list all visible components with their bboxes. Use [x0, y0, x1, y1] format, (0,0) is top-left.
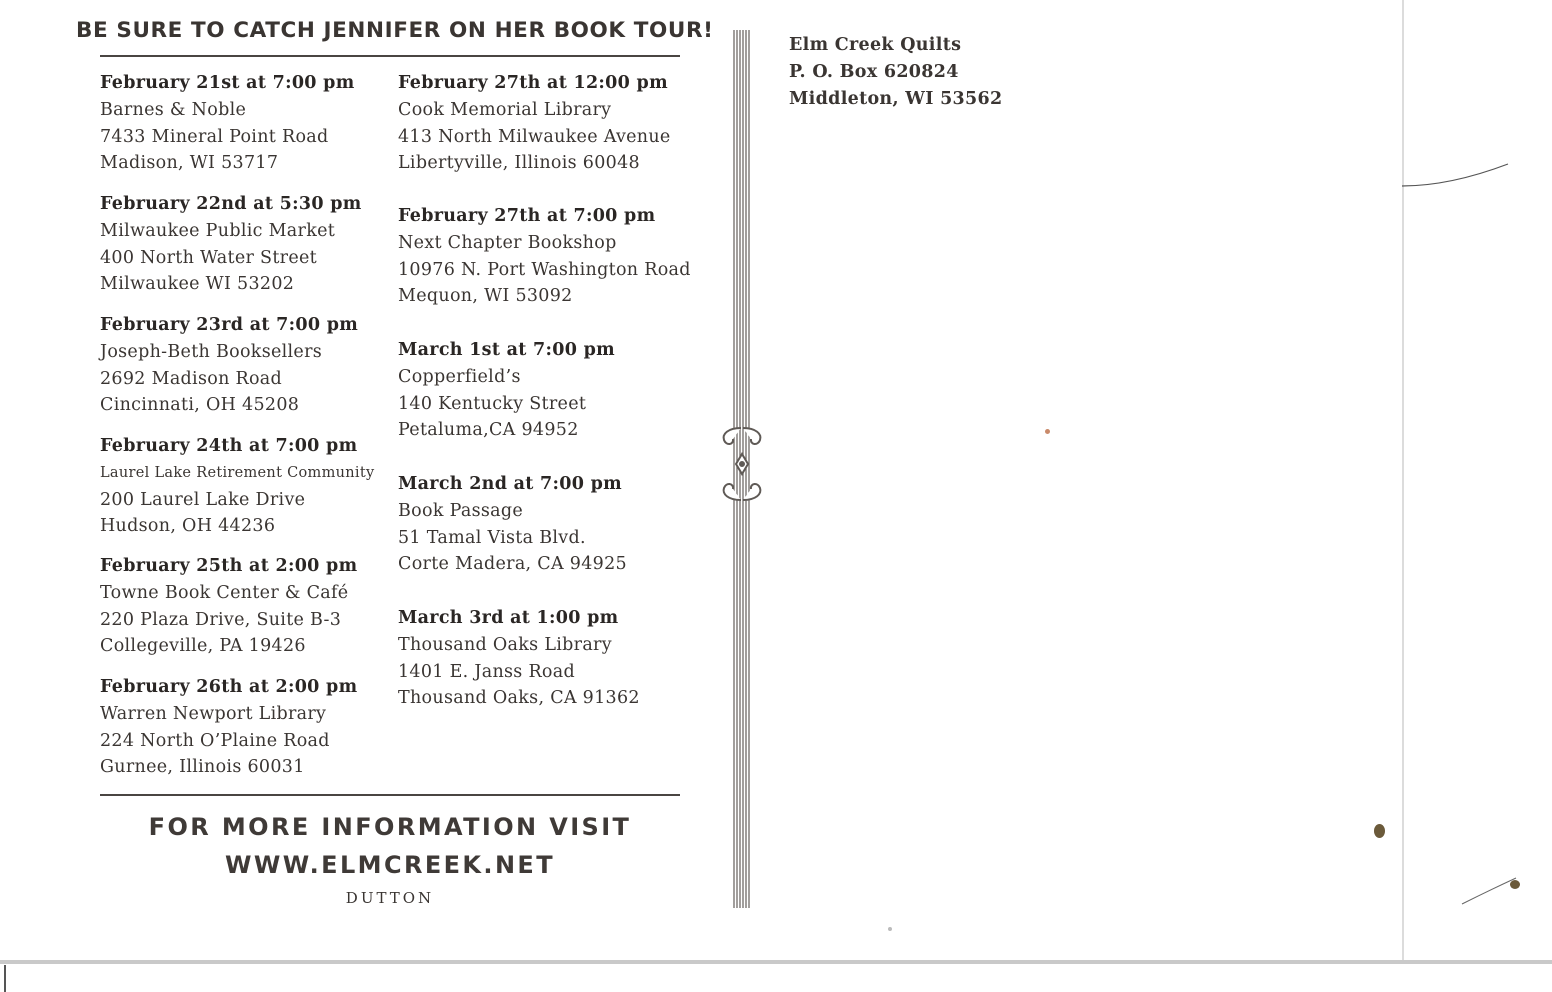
event-entry — [100, 674, 400, 781]
event-venue: Laurel Lake Retirement Community — [100, 464, 375, 481]
ornamental-divider — [718, 30, 766, 908]
event-venue: Copperfield’s — [398, 366, 521, 387]
event-city: Collegeville, PA 19426 — [100, 636, 306, 657]
event-street: 224 North O’Plaine Road — [100, 730, 330, 751]
event-street: 220 Plaza Drive, Suite B-3 — [100, 609, 342, 630]
event-street: 400 North Water Street — [100, 247, 317, 268]
paper-speck — [1510, 880, 1520, 889]
event-date: February 21st at 7:00 pm — [100, 73, 355, 93]
event-street: 413 North Milwaukee Avenue — [398, 126, 671, 147]
address-line: Middleton, WI 53562 — [789, 89, 1003, 109]
event-venue: Next Chapter Bookshop — [398, 232, 617, 253]
event-date: February 26th at 2:00 pm — [100, 677, 358, 697]
event-date: February 22nd at 5:30 pm — [100, 194, 362, 214]
event-city: Gurnee, Illinois 60031 — [100, 757, 305, 778]
event-street: 200 Laurel Lake Drive — [100, 489, 306, 510]
event-city: Madison, WI 53717 — [100, 153, 279, 174]
event-date: March 2nd at 7:00 pm — [398, 474, 622, 494]
scan-crease-line — [1400, 150, 1510, 210]
paper-speck — [888, 927, 892, 931]
event-street: 2692 Madison Road — [100, 368, 283, 389]
event-street: 1401 E. Janss Road — [398, 661, 575, 682]
event-entry — [398, 203, 698, 310]
event-entry — [398, 337, 698, 444]
event-city: Corte Madera, CA 94925 — [398, 554, 627, 575]
more-info-block — [100, 808, 680, 884]
event-date: February 24th at 7:00 pm — [100, 436, 358, 456]
card-edge-right — [1402, 0, 1404, 960]
event-entry — [398, 471, 698, 578]
event-city: Hudson, OH 44236 — [100, 516, 276, 537]
website-url: WWW.ELMCREEK.NET — [225, 851, 555, 879]
more-info-text: FOR MORE INFORMATION VISIT — [148, 813, 632, 841]
publisher-name: DUTTON — [345, 889, 435, 907]
event-venue: Cook Memorial Library — [398, 99, 612, 120]
event-venue: Barnes & Noble — [100, 99, 247, 120]
bottom-rule — [100, 794, 680, 796]
event-entry — [100, 433, 400, 540]
event-city: Milwaukee WI 53202 — [100, 274, 295, 295]
event-city: Thousand Oaks, CA 91362 — [398, 688, 640, 709]
event-date: March 3rd at 1:00 pm — [398, 608, 619, 628]
event-city: Mequon, WI 53092 — [398, 286, 573, 307]
event-entry — [398, 605, 698, 712]
event-venue: Joseph-Beth Booksellers — [100, 341, 323, 362]
address-line: P. O. Box 620824 — [789, 62, 959, 82]
event-entry — [398, 70, 698, 177]
event-street: 7433 Mineral Point Road — [100, 126, 329, 147]
card-edge-left — [4, 965, 6, 992]
event-street: 140 Kentucky Street — [398, 393, 587, 414]
event-venue: Warren Newport Library — [100, 703, 327, 724]
event-date: February 23rd at 7:00 pm — [100, 315, 359, 335]
event-street: 10976 N. Port Washington Road — [398, 259, 691, 280]
event-entry — [100, 191, 400, 298]
event-venue: Towne Book Center & Café — [100, 582, 349, 603]
event-city: Cincinnati, OH 45208 — [100, 395, 300, 416]
tour-heading: BE SURE TO CATCH JENNIFER ON HER BOOK TOUR! — [76, 18, 714, 43]
event-date: February 25th at 2:00 pm — [100, 556, 358, 576]
paper-speck — [1374, 824, 1385, 838]
event-venue: Book Passage — [398, 500, 524, 521]
event-venue: Thousand Oaks Library — [398, 634, 612, 655]
event-venue: Milwaukee Public Market — [100, 220, 336, 241]
address-line: Elm Creek Quilts — [789, 35, 962, 55]
top-rule — [100, 55, 680, 57]
event-entry — [100, 312, 400, 419]
event-city: Libertyville, Illinois 60048 — [398, 153, 640, 174]
event-entry — [100, 70, 400, 177]
return-address — [789, 32, 1002, 113]
event-date: February 27th at 12:00 pm — [398, 73, 668, 93]
event-date: March 1st at 7:00 pm — [398, 340, 615, 360]
event-street: 51 Tamal Vista Blvd. — [398, 527, 586, 548]
paper-speck — [1045, 429, 1050, 434]
event-city: Petaluma,CA 94952 — [398, 420, 579, 441]
event-entry — [100, 553, 400, 660]
card-edge-bottom — [0, 960, 1552, 964]
event-date: February 27th at 7:00 pm — [398, 206, 656, 226]
